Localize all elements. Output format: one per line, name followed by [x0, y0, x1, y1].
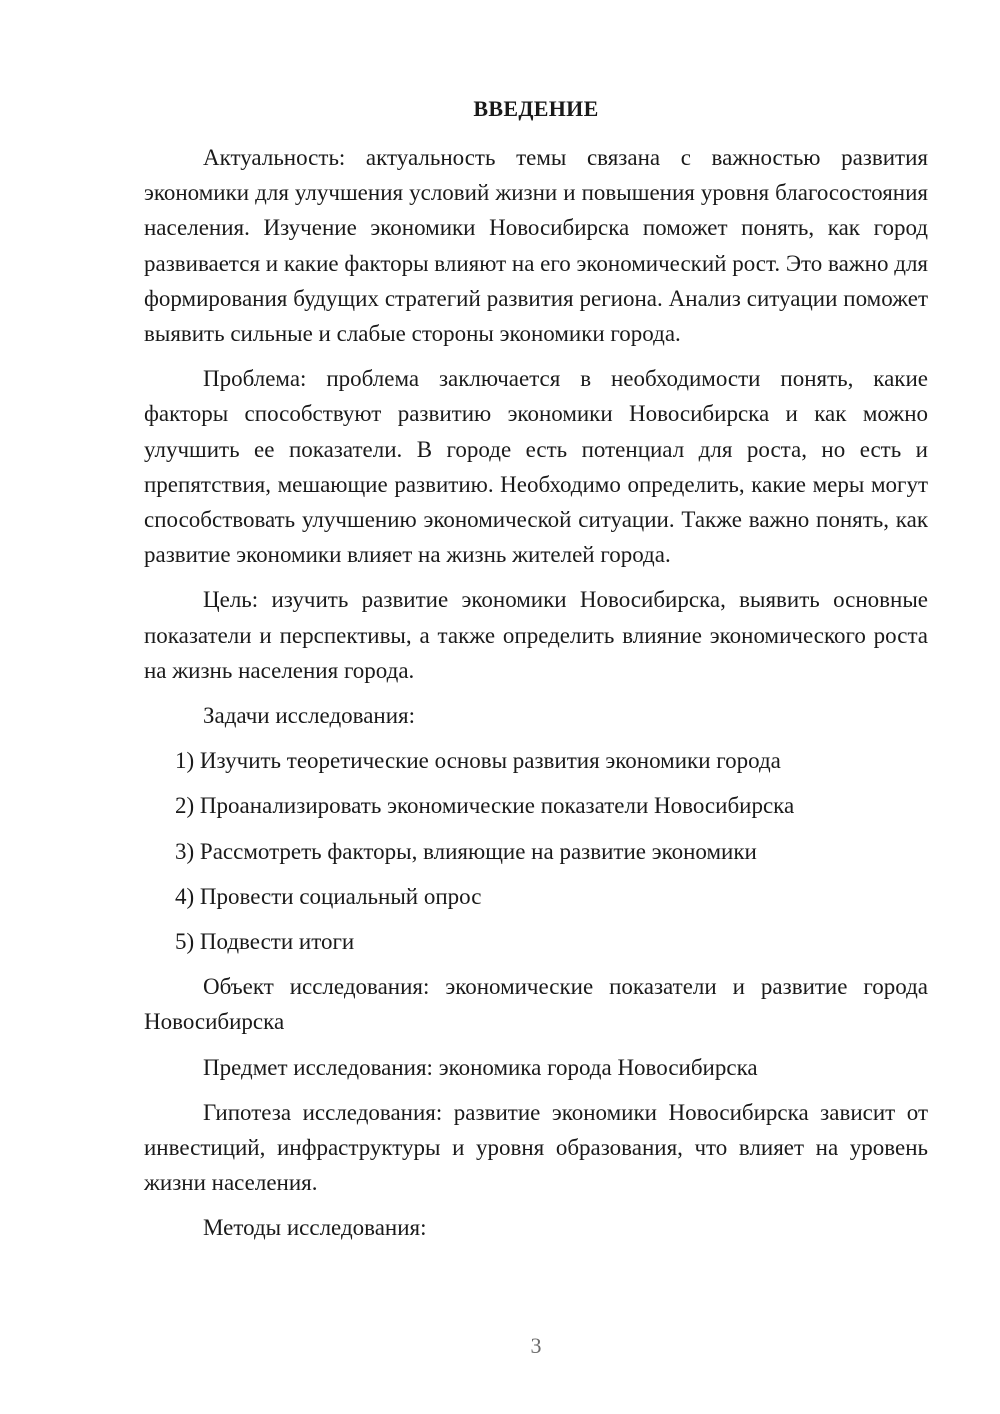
task-list: [144, 743, 928, 959]
subject-paragraph: Предмет исследования: экономика города Новосибирска: [203, 1054, 758, 1080]
tasks-heading: Задачи исследования:: [203, 703, 416, 729]
object-paragraph: Объект исследования: экономические показатели и развитие города Новосибирска: [144, 974, 928, 1035]
relevance-paragraph: Актуальность: актуальность темы связана с важностью развития экономики для улучшения условий жизни и повышения уровня благосостояния населения. Изучение экономики Новосибирска поможет понять, как город развивается и какие факторы влияют на его экономический рост. Это важно для формирования будущих стратегий развития региона. Анализ ситуации поможет выявить сильные и слабые стороны экономики города.: [144, 145, 928, 347]
task-item-2: 2) Проанализировать экономические показатели Новосибирска: [175, 793, 795, 819]
page-content: [144, 92, 928, 1256]
hypothesis-paragraph: Гипотеза исследования: развитие экономики Новосибирска зависит от инвестиций, инфраструктуры и уровня образования, что влияет на уровень жизни населения.: [144, 1099, 928, 1196]
task-item-3: 3) Рассмотреть факторы, влияющие на развитие экономики: [175, 838, 757, 864]
task-item-5: 5) Подвести итоги: [175, 929, 355, 955]
goal-paragraph: Цель: изучить развитие экономики Новосибирска, выявить основные показатели и перспективы, а также определить влияние экономического роста на жизнь населения города.: [144, 587, 928, 683]
task-item-1: 1) Изучить теоретические основы развития экономики города: [175, 748, 781, 774]
page-title: ВВЕДЕНИЕ: [473, 96, 599, 121]
methods-paragraph: Методы исследования:: [203, 1215, 427, 1241]
task-item-4: 4) Провести социальный опрос: [175, 883, 482, 909]
page-number: 3: [530, 1333, 542, 1358]
problem-paragraph: Проблема: проблема заключается в необходимости понять, какие факторы способствуют развитию экономики Новосибирска и как можно улучшить ее показатели. В городе есть потенциал для роста, но есть и препятствия, мешающие развитию. Необходимо определить, какие меры могут способствовать улучшению экономической ситуации. Также важно понять, как развитие экономики влияет на жизнь жителей города.: [144, 366, 928, 568]
